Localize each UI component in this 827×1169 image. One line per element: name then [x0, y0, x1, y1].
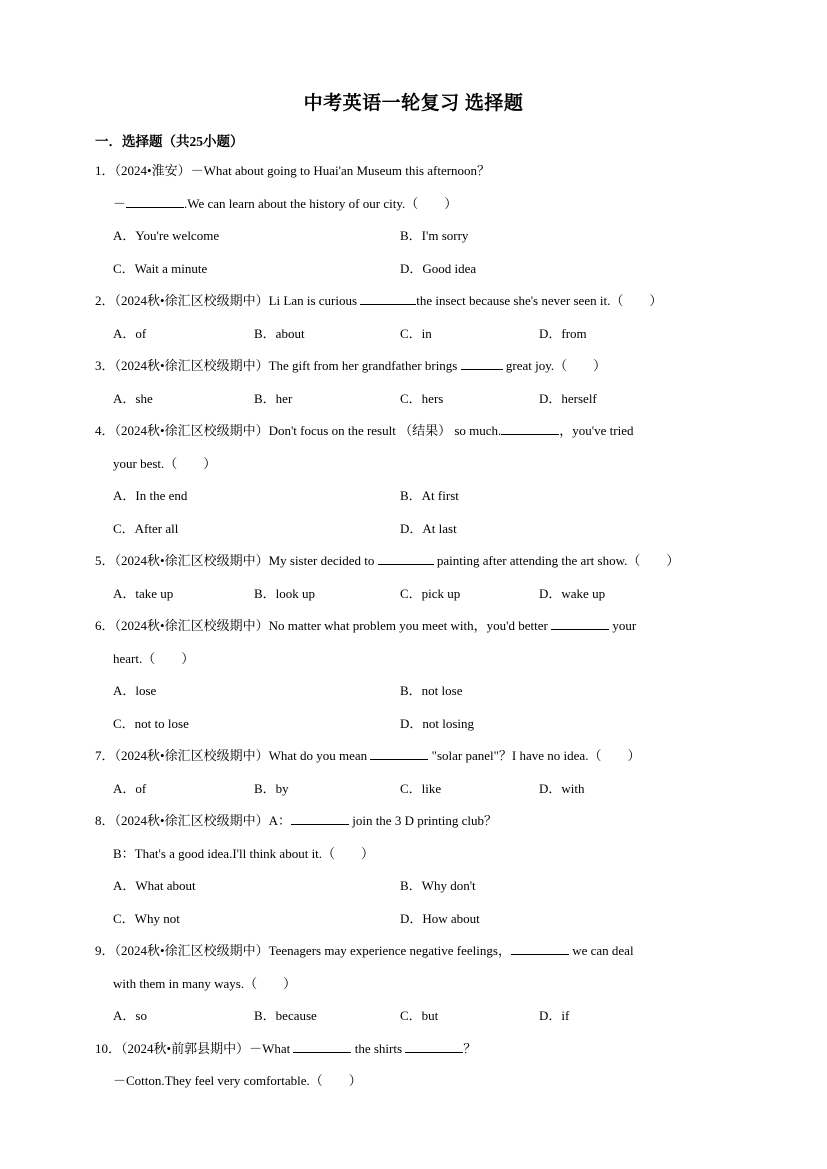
- option-d: D．herself: [539, 391, 597, 406]
- question-source: （2024秋•前郭县期中）: [121, 1041, 250, 1056]
- question-5: 5．（2024秋•徐汇区校级期中）My sister decided to painting after attending the art show.（ ）: [95, 553, 680, 568]
- question-number: 10．: [95, 1041, 122, 1056]
- option-b: B．not lose: [400, 683, 463, 698]
- option-c: C．pick up: [400, 586, 461, 601]
- question-number: 1．: [95, 163, 115, 178]
- section-heading: 一．选择题（共25小题）: [95, 134, 244, 149]
- option-d: D．wake up: [539, 586, 606, 601]
- question-number: 4．: [95, 423, 115, 438]
- option-c: C．not to lose: [113, 716, 189, 731]
- question-source: （2024秋•徐汇区校级期中）: [114, 293, 269, 308]
- option-d: D．with: [539, 781, 585, 796]
- question-8: 8．（2024秋•徐汇区校级期中）A： join the 3 D printing club？: [95, 813, 498, 828]
- question-source: （2024•淮安）: [114, 163, 191, 178]
- answer-blank: [126, 195, 184, 208]
- option-b: B．Why don't: [400, 878, 476, 893]
- option-c: C．Why not: [113, 911, 180, 926]
- option-c: C．Wait a minute: [113, 261, 208, 276]
- option-c: C．in: [400, 326, 432, 341]
- question-source: （2024秋•徐汇区校级期中）: [114, 358, 269, 373]
- page-title: 中考英语一轮复习 选择题: [303, 93, 524, 114]
- answer-blank: [378, 552, 434, 565]
- question-9: 9．（2024秋•徐汇区校级期中）Teenagers may experience negative feelings， we can deal: [95, 943, 634, 958]
- question-1: [95, 162, 490, 180]
- option-c: C．like: [400, 781, 442, 796]
- option-a: A．so: [113, 1008, 147, 1023]
- answer-blank: [461, 357, 503, 370]
- answer-blank: [551, 617, 609, 630]
- option-a: A．You're welcome: [113, 228, 220, 243]
- question-4-line2: your best.（ ）: [113, 456, 217, 471]
- option-a: A．she: [113, 391, 153, 406]
- option-c: C．but: [400, 1008, 439, 1023]
- answer-blank: [293, 1040, 351, 1053]
- option-c: C．After all: [113, 521, 179, 536]
- option-d: D．if: [539, 1008, 570, 1023]
- answer-blank: [370, 747, 428, 760]
- question-source: （2024秋•徐汇区校级期中）: [114, 748, 269, 763]
- option-b: B．I'm sorry: [400, 228, 469, 243]
- question-source: （2024秋•徐汇区校级期中）: [114, 553, 269, 568]
- question-6: 6．（2024秋•徐汇区校级期中）No matter what problem you meet with，you'd better your: [95, 618, 637, 633]
- question-9-line2: with them in many ways.（ ）: [113, 976, 297, 991]
- option-d: D．Good idea: [400, 261, 477, 276]
- question-number: 8．: [95, 813, 115, 828]
- option-a: A．take up: [113, 586, 174, 601]
- question-6-line2: heart.（ ）: [113, 651, 195, 666]
- question-number: 2．: [95, 293, 115, 308]
- answer-blank: [501, 422, 559, 435]
- option-a: A．In the end: [113, 488, 188, 503]
- option-b: B．her: [254, 391, 293, 406]
- question-number: 7．: [95, 748, 115, 763]
- option-b: B．look up: [254, 586, 316, 601]
- option-d: D．from: [539, 326, 587, 341]
- option-a: A．of: [113, 326, 147, 341]
- option-b: B．about: [254, 326, 305, 341]
- question-8-line2: B：That's a good idea.I'll think about it.（ ）: [113, 846, 375, 861]
- question-source: （2024秋•徐汇区校级期中）: [114, 423, 269, 438]
- answer-blank: [291, 812, 349, 825]
- question-10-line2: －Cotton.They feel very comfortable.（ ）: [113, 1073, 362, 1088]
- option-d: D．not losing: [400, 716, 475, 731]
- question-number: 9．: [95, 943, 115, 958]
- question-number: 6．: [95, 618, 115, 633]
- question-source: （2024秋•徐汇区校级期中）: [114, 813, 269, 828]
- option-a: A．What about: [113, 878, 196, 893]
- question-source: （2024秋•徐汇区校级期中）: [114, 943, 269, 958]
- question-4: 4．（2024秋•徐汇区校级期中）Don't focus on the result （结果） so much. ，you've tried: [95, 423, 634, 438]
- answer-blank: [360, 292, 416, 305]
- option-c: C．hers: [400, 391, 444, 406]
- option-b: B．by: [254, 781, 289, 796]
- question-1-line2: － .We can learn about the history of our city.（ ）: [113, 196, 458, 211]
- question-number: 3．: [95, 358, 115, 373]
- question-number: 5．: [95, 553, 115, 568]
- question-source: （2024秋•徐汇区校级期中）: [114, 618, 269, 633]
- answer-blank: [511, 942, 569, 955]
- option-a: A．lose: [113, 683, 157, 698]
- question-text: －What about going to Huai'an Museum this afternoon？: [190, 163, 491, 178]
- question-10: 10．（2024秋•前郭县期中）－What the shirts ？: [95, 1041, 477, 1056]
- option-d: D．How about: [400, 911, 480, 926]
- question-3: 3．（2024秋•徐汇区校级期中）The gift from her grandfather brings great joy.（ ）: [95, 358, 607, 373]
- option-b: B．because: [254, 1008, 317, 1023]
- option-b: B．At first: [400, 488, 459, 503]
- option-a: A．of: [113, 781, 147, 796]
- answer-blank: [405, 1040, 463, 1053]
- option-d: D．At last: [400, 521, 457, 536]
- question-2: 2．（2024秋•徐汇区校级期中）Li Lan is curious the insect because she's never seen it.（ ）: [95, 293, 663, 308]
- question-7: 7．（2024秋•徐汇区校级期中）What do you mean "solar panel"？I have no idea.（ ）: [95, 748, 641, 763]
